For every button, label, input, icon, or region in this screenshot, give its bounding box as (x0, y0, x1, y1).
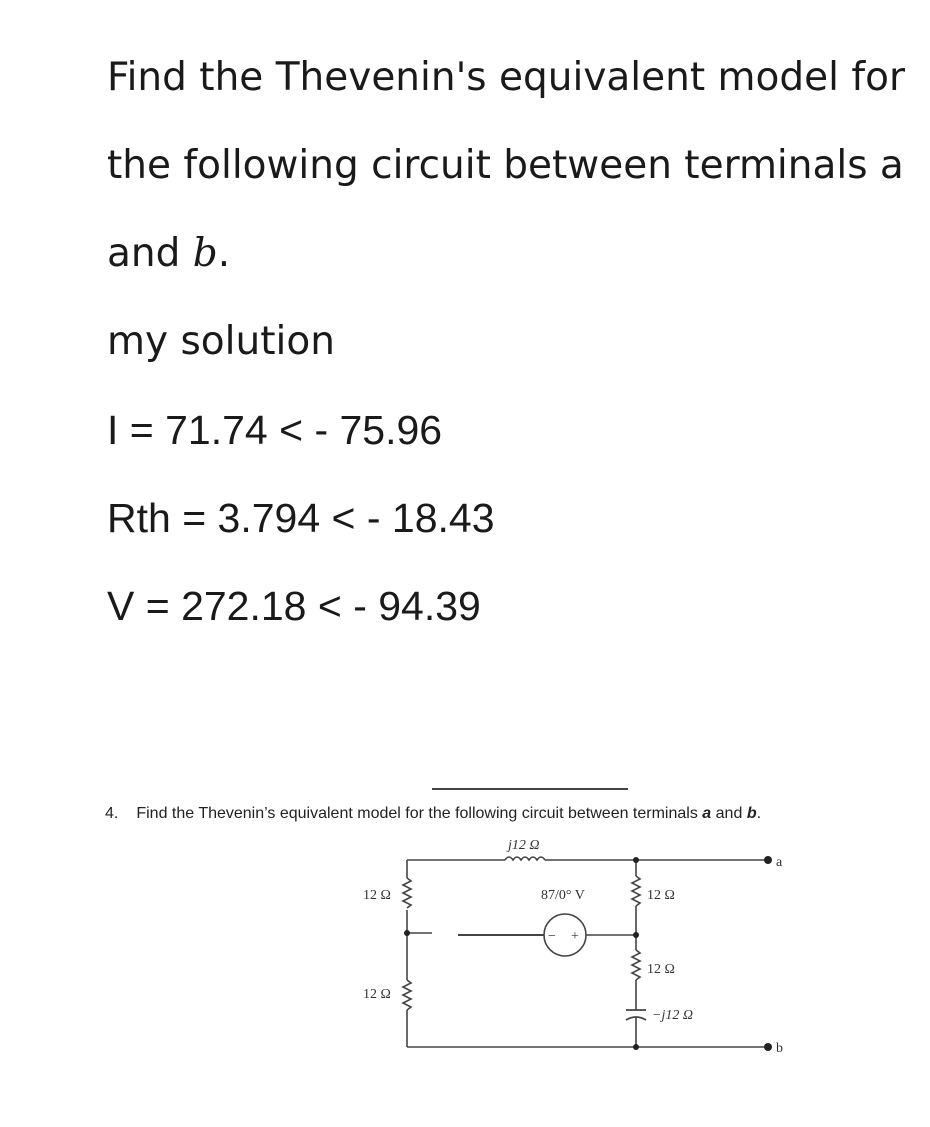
solution-heading: my solution (107, 319, 335, 364)
node-bottom-right (633, 1044, 639, 1050)
terminal-b-dot (764, 1043, 772, 1051)
resistor-left-top-label: 12 Ω (363, 888, 391, 903)
resistor-right-mid-label: 12 Ω (647, 962, 675, 977)
question-terminal-b: b (192, 231, 218, 276)
inductor-label: j12 Ω (508, 838, 540, 853)
problem-term-a: a (702, 805, 712, 822)
resistor-right-top-label: 12 Ω (647, 888, 675, 903)
resistor-left-bottom (403, 980, 411, 1010)
problem-term-b: b (746, 805, 757, 822)
source-minus-sign: − (548, 929, 556, 944)
node-right-mid (633, 932, 639, 938)
voltage-source-label: 87/0° V (541, 888, 585, 903)
node-top-right (633, 857, 639, 863)
terminal-a-label: a (776, 855, 783, 870)
source-plus-sign: + (571, 929, 579, 944)
capacitor-label: −j12 Ω (652, 1008, 693, 1023)
solution-voltage: V = 272.18 < - 94.39 (107, 583, 481, 629)
question-and: and (107, 231, 181, 276)
node-left-mid (404, 930, 410, 936)
problem-period: . (756, 805, 762, 822)
solution-rth: Rth = 3.794 < - 18.43 (107, 495, 495, 541)
solution-current: I = 71.74 < - 75.96 (107, 407, 443, 453)
resistor-left-bottom-label: 12 Ω (363, 987, 391, 1002)
terminal-a-dot (764, 856, 772, 864)
resistor-right-mid (632, 950, 640, 980)
resistor-left-top (403, 878, 411, 908)
question-line-1: Find the Thevenin's equivalent model for (107, 55, 905, 100)
problem-and: and (715, 805, 743, 822)
terminal-b-label: b (776, 1041, 783, 1056)
resistor-right-top (632, 876, 640, 906)
problem-text: Find the Thevenin’s equivalent model for the following circuit between terminals (136, 805, 698, 822)
question-line-2: the following circuit between terminals a (107, 143, 904, 188)
question-period: . (217, 231, 231, 276)
inductor-symbol (505, 857, 545, 860)
problem-number: 4. (105, 805, 119, 822)
